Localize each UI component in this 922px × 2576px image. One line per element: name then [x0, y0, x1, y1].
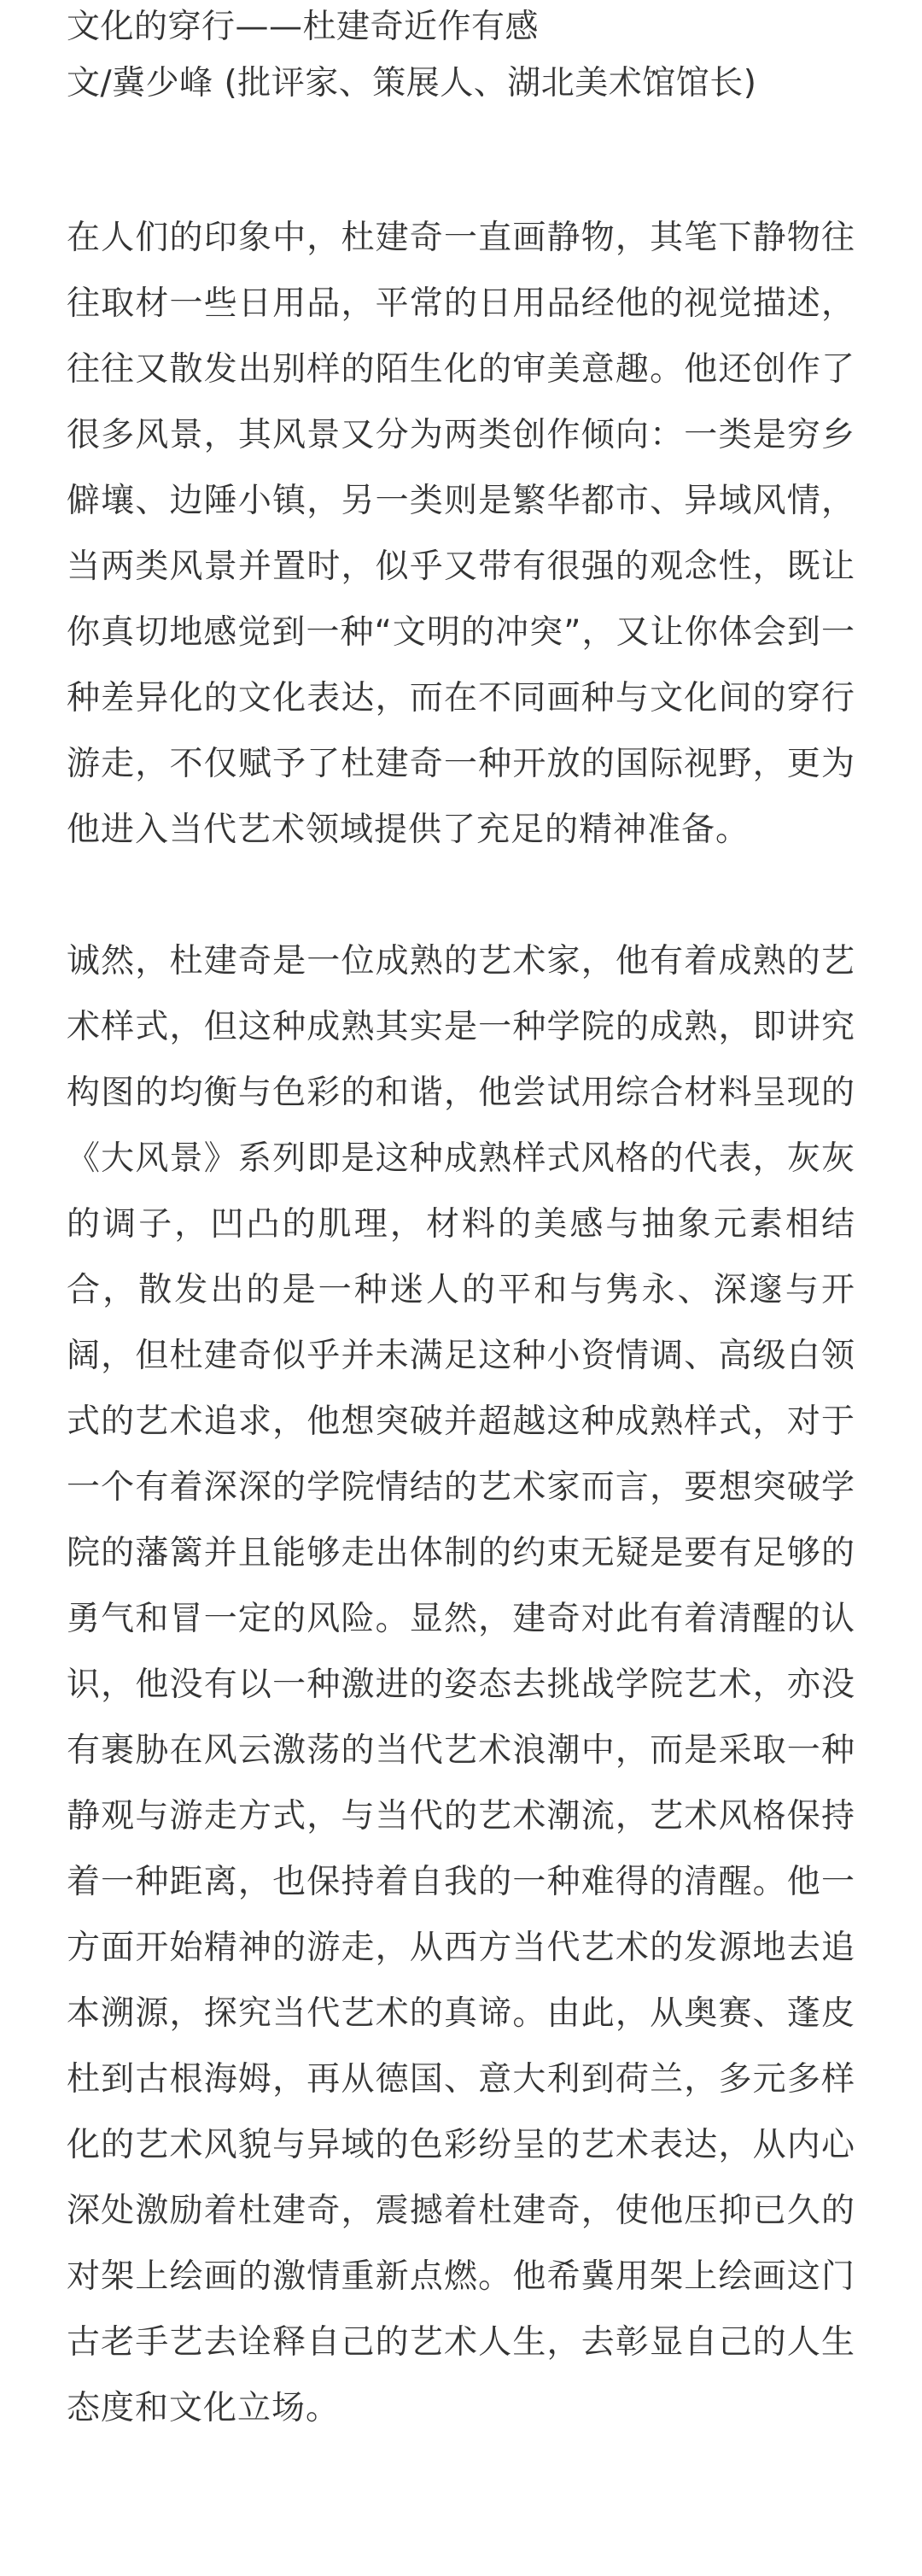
article-title: 文化的穿行——杜建奇近作有感: [67, 8, 540, 46]
article-paragraph-1: 在人们的印象中，杜建奇一直画静物，其笔下静物往往取材一些日用品，平常的日用品经他的视觉描述，往往又散发出别样的陌生化的审美意趣。他还创作了很多风景，其风景又分为两类创作倾向：一类是穷乡僻壤、边陲小镇，另一类则是繁华都市、异域风情，当两类风景并置时，似乎又带有很强的观念性，既让你真切地感觉到一种“文明的冲突”，又让你体会到一种差异化的文化表达，而在不同画种与文化间的穿行游走，不仅赋予了杜建奇一种开放的国际视野，更为他进入当代艺术领域提供了充足的精神准备。: [67, 219, 855, 849]
article: [0, 2, 922, 2441]
article-paragraph-2: 诚然，杜建奇是一位成熟的艺术家，他有着成熟的艺术样式，但这种成熟其实是一种学院的成熟，即讲究构图的均衡与色彩的和谐，他尝试用综合材料呈现的《大风景》系列即是这种成熟样式风格的代表，灰灰的调子，凹凸的肌理，材料的美感与抽象元素相结合，散发出的是一种迷人的平和与隽永、深邃与开阔，但杜建奇似乎并未满足这种小资情调、高级白领式的艺术追求，他想突破并超越这种成熟样式，对于一个有着深深的学院情结的艺术家而言，要想突破学院的藩篱并且能够走出体制的约束无疑是要有足够的勇气和冒一定的风险。显然，建奇对此有着清醒的认识，他没有以一种激进的姿态去挑战学院艺术，亦没有裹胁在风云激荡的当代艺术浪潮中，而是采取一种静观与游走方式，与当代的艺术潮流，艺术风格保持着一种距离，也保持着自我的一种难得的清醒。他一方面开始精神的游走，从西方当代艺术的发源地去追本溯源，探究当代艺术的真谛。由此，从奥赛、蓬皮杜到古根海姆，再从德国、意大利到荷兰，多元多样化的艺术风貌与异域的色彩纷呈的艺术表达，从内心深处激励着杜建奇，震撼着杜建奇，使他压抑已久的对架上绘画的激情重新点燃。他希冀用架上绘画这门古老手艺去诠释自己的艺术人生，去彰显自己的人生态度和文化立场。: [67, 942, 855, 2427]
author-byline: 文/冀少峰 (批评家、策展人、湖北美术馆馆长): [67, 64, 757, 102]
